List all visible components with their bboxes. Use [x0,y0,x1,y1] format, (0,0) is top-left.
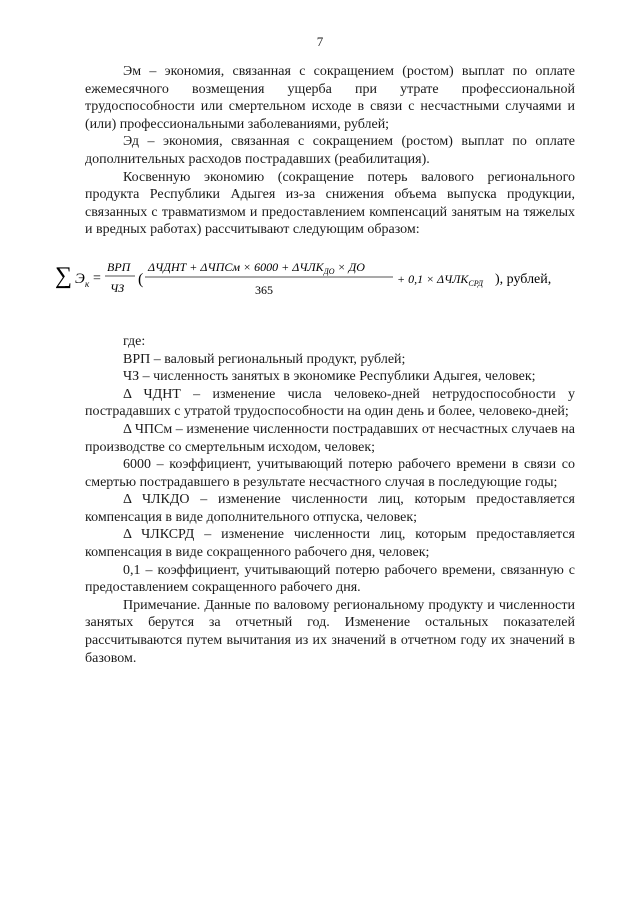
def-vrp: ВРП – валовый региональный продукт, рублей; [123,351,406,367]
formula-plus-term: + $0,1 \times \Delta ЧЛК_{СРД}$ [397,271,483,288]
paragraph-ed: Эд – экономия, связанная с сокращением (ростом) выплат по оплате дополнительных расходов пострадавших (реабилитация). [85,134,575,167]
formula-lhs: Э [75,270,85,287]
note-paragraph: Примечание. Данные по валовому региональному продукту и численности занятых берутся за отчетный год. Изменение остальных показателей рассчитываются путем вычитания из их значений в отчетном году их значений в базовом. [85,597,575,666]
formula-equals: = [93,270,101,286]
sum-symbol: ∑ [55,262,73,289]
def-chpsm: Δ ЧПСм – изменение численности пострадавших от несчастных случаев на производстве со смертельным исходом, человек; [85,421,575,455]
paragraph-indirect: Косвенную экономию (сокращение потерь валового регионального продукта Республики Адыгея из-за снижения объема выпуска продукции, связанных с травматизмом и предоставлением компенсаций занятым на тяжелых и вредных работах) рассчитывают следующим образом: [85,169,575,238]
frac1-denominator: ЧЗ [110,280,125,295]
formula [55,239,575,319]
def-chdnt: Δ ЧДНТ – изменение числа человеко-дней нетрудоспособности у пострадавших с утратой трудоспособности на один день и более, человеко-дней; [85,386,575,420]
def-chlk-do: Δ ЧЛКДО – изменение численности лиц, которым предоставляется компенсация в виде дополнительного отпуска, человек; [85,492,575,525]
frac2-denominator: 365 [255,282,273,297]
document-body [55,63,575,667]
spacer [85,319,575,333]
formula-svg [55,239,552,319]
formula-close: ), рублей, [495,271,552,287]
frac1-numerator: ВРП [107,259,131,274]
frac2-numerator: ΔЧДНТ + ΔЧПСм × $6000 + \Delta ЧЛК_{ДО}$ × ДО [148,259,365,276]
paragraph-em: Эм – экономия, связанная с сокращением (ростом) выплат по оплате ежемесячного возмещения ущерба при утрате профессиональной трудоспособности или смертельном исходе в связи с несчастными случаями и (или) профессиональными заболеваниями, рублей; [85,64,575,132]
formula-open-paren: ( [138,270,144,288]
def-where: где: [123,333,146,349]
def-6000: 6000 – коэффициент, учитывающий потерю рабочего времени в связи со смертью пострадавшего в результате несчастного случая в последующие годы; [85,457,575,490]
page-number: 7 [316,34,324,49]
formula-lhs-sub: к [85,278,90,289]
def-chlk-srd: Δ ЧЛКСРД – изменение численности лиц, которым предоставляется компенсация в виде сокращенного рабочего дня, человек; [85,527,575,561]
def-01: 0,1 – коэффициент, учитывающий потерю рабочего времени, связанную с предоставлением сокращенного рабочего дня. [85,562,575,596]
def-chz: ЧЗ – численность занятых в экономике Республики Адыгея, человек; [123,369,536,385]
